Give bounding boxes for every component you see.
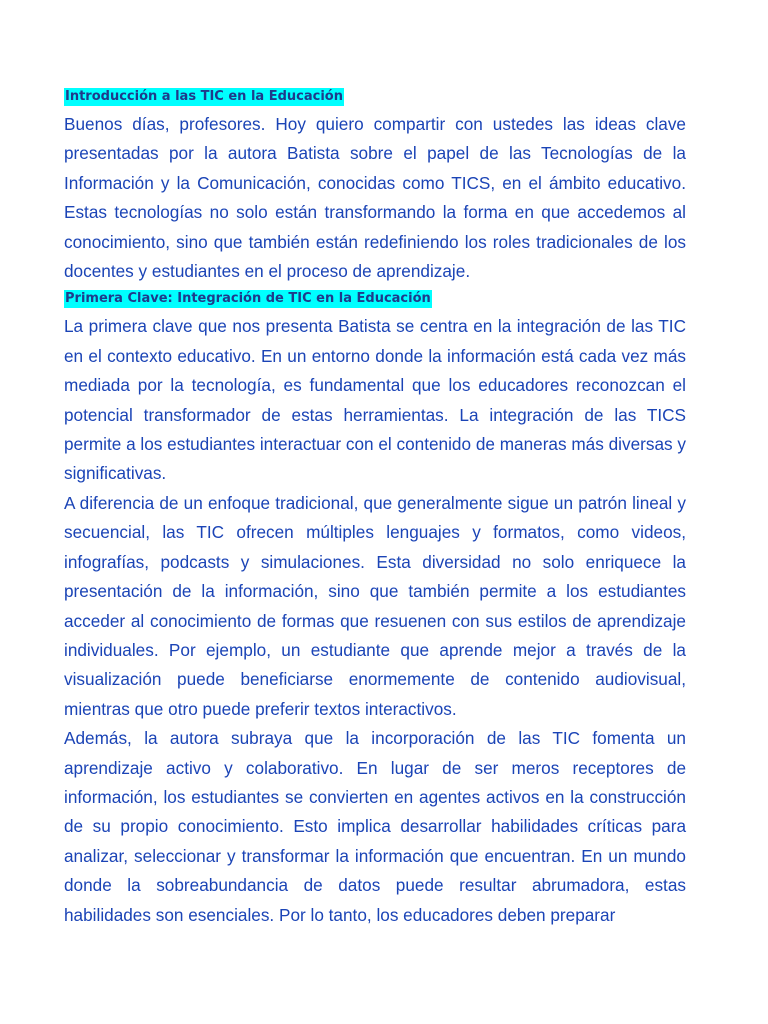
section-heading: Introducción a las TIC en la Educación	[65, 89, 343, 104]
section-primera-clave	[64, 286, 686, 930]
section-introduccion	[64, 84, 686, 286]
section-heading: Primera Clave: Integración de TIC en la Educación	[65, 291, 431, 307]
paragraph: A diferencia de un enfoque tradicional, que generalmente sigue un patrón lineal y secuencial, las TIC ofrecen múltiples lenguajes y formatos, como videos, infografías, podcasts y simulaciones. Esta diversidad no solo enriquece la presentación de la información, sino que también permite a los estudiantes acceder al conocimiento de formas que resuenen con sus estilos de aprendizaje individuales. Por ejemplo, un estudiante que aprende mejor a través de la visualización puede beneficiarse enormemente de contenido audiovisual, mientras que otro puede preferir textos interactivos.	[64, 492, 686, 719]
paragraph: La primera clave que nos presenta Batista se centra en la integración de las TIC en el contexto educativo. En un entorno donde la información está cada vez más mediada por la tecnología, es fundamental que los educadores reconozcan el potencial transformador de estas herramientas. La integración de las TICS permite a los estudiantes interactuar con el contenido de maneras más diversas y significativas.	[64, 316, 686, 484]
document-page	[64, 84, 686, 930]
paragraph: Además, la autora subraya que la incorporación de las TIC fomenta un aprendizaje activo y colaborativo. En lugar de ser meros receptores de información, los estudiantes se convierten en agentes activos en la construcción de su propio conocimiento. Esto implica desarrollar habilidades críticas para analizar, seleccionar y transformar la información que encuentran. En un mundo donde la sobreabundancia de datos puede resultar abrumadora, estas habilidades son esenciales. Por lo tanto, los educadores deben preparar	[64, 728, 686, 925]
paragraph: Buenos días, profesores. Hoy quiero compartir con ustedes las ideas clave presentadas por la autora Batista sobre el papel de las Tecnologías de la Información y la Comunicación, conocidas como TICS, en el ámbito educativo. Estas tecnologías no solo están transformando la forma en que accedemos al conocimiento, sino que también están redefiniendo los roles tradicionales de los docentes y estudiantes en el proceso de aprendizaje.	[64, 114, 686, 282]
